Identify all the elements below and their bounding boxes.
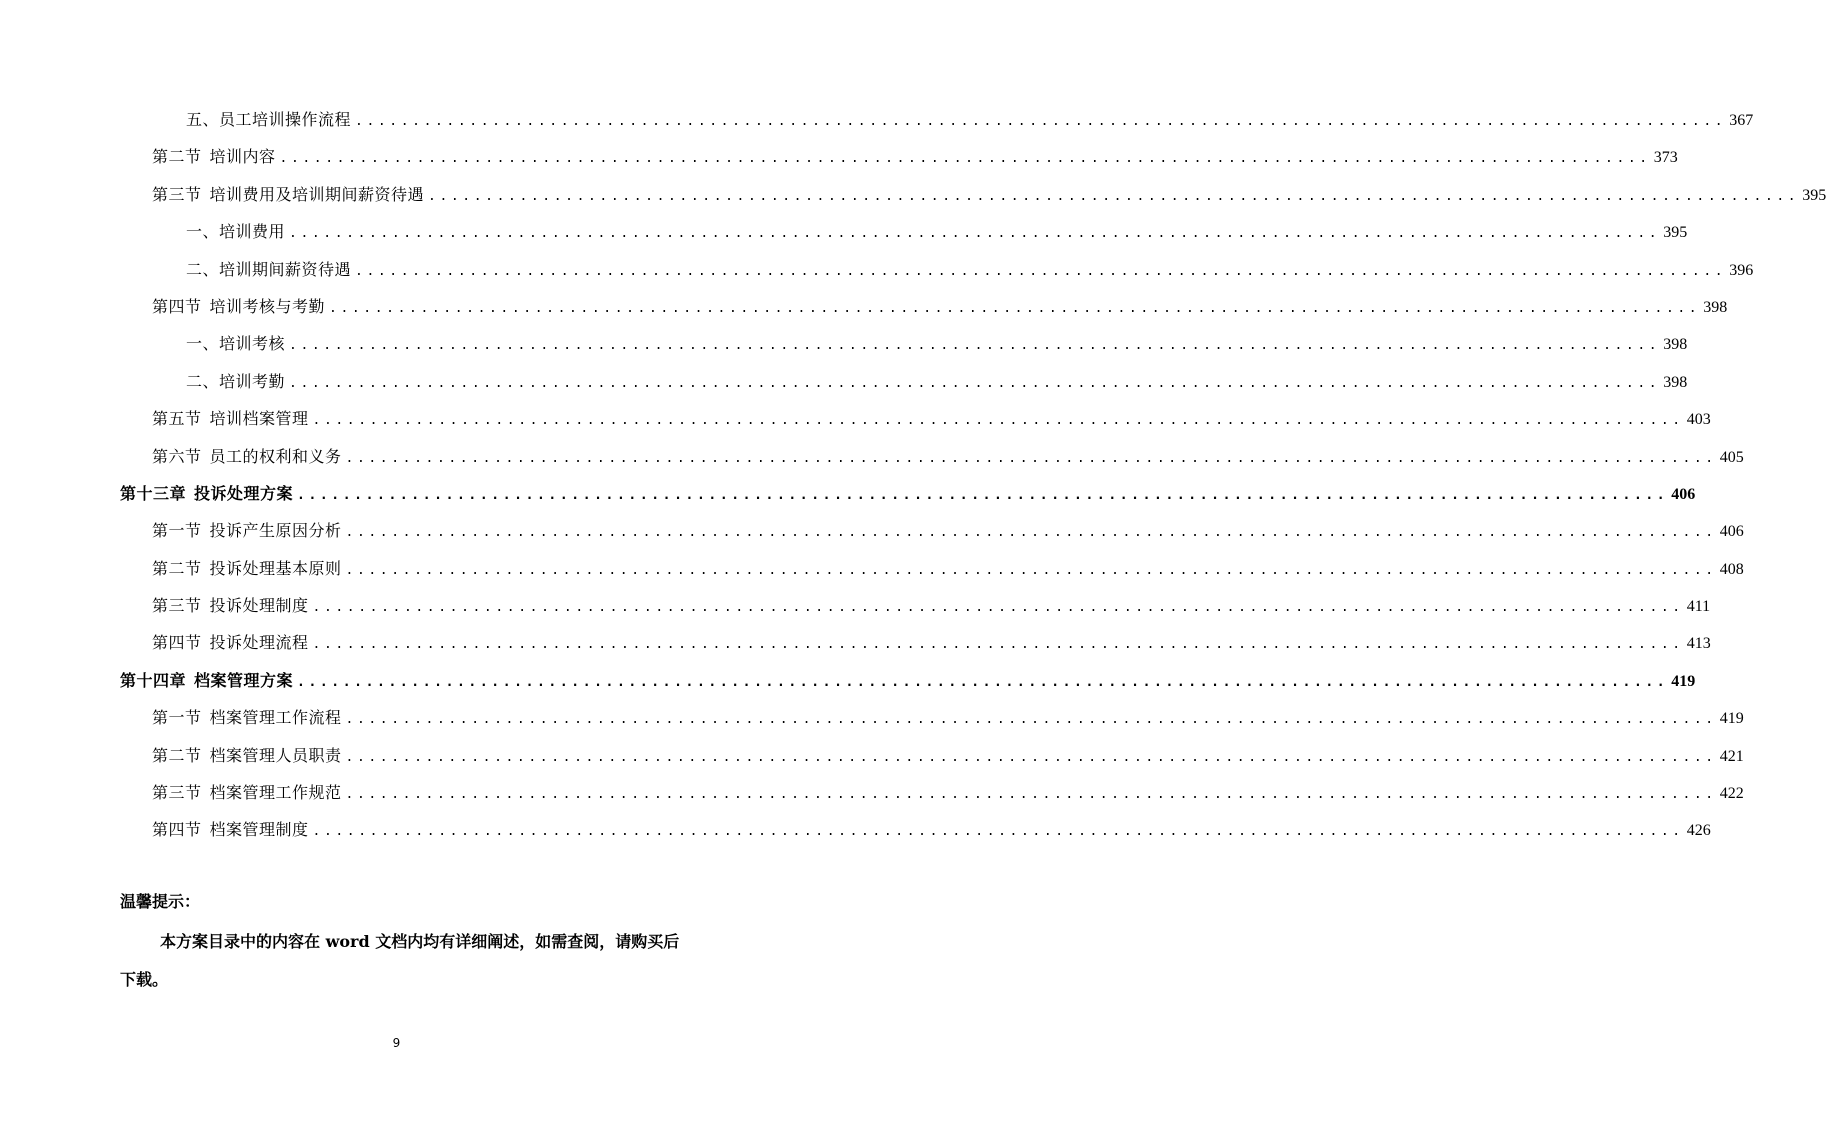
toc-page-number: 413 [1686, 635, 1711, 653]
toc-page-number: 395 [1802, 186, 1826, 204]
toc-entry-prefix: 第二节 [152, 147, 202, 167]
tip-body: 本方案目录中的内容在 word 文档内均有详细阐述，如需查阅，请购买后下载。 [120, 932, 680, 989]
toc-dot-leader: ........................................................................................................................ [297, 487, 1669, 503]
toc-entry-text: 投诉产生原因分析 [209, 521, 342, 541]
toc-dot-leader: ........................................................................................................................ [289, 375, 1661, 391]
toc-entry-title [152, 138, 276, 175]
toc-dot-leader: ........................................................................................................................ [329, 300, 1701, 316]
toc-entry-section[interactable] [120, 512, 1744, 549]
toc-dot-leader: ........................................................................................................................ [345, 562, 1717, 578]
toc-dot-leader: ........................................................................................................................ [428, 188, 1800, 204]
toc-entry-title [152, 400, 309, 437]
toc-entry-text: 培训内容 [209, 147, 276, 167]
toc-entry-title [152, 811, 309, 848]
toc-entry-prefix: 第十三章 [120, 483, 187, 503]
tip-heading: 温馨提示： [120, 892, 201, 911]
page-number: 9 [392, 1036, 401, 1050]
toc-entry-section[interactable] [120, 400, 1711, 437]
toc-entry-prefix: 第四节 [152, 633, 202, 653]
toc-dot-leader: ........................................................................................................................ [345, 450, 1717, 466]
toc-entry-title [152, 438, 342, 475]
toc-entry-item[interactable] [120, 251, 1754, 288]
toc-entry-prefix: 第十四章 [120, 670, 187, 690]
toc-entry-title [186, 363, 285, 400]
toc-entry-section[interactable] [120, 176, 1826, 213]
toc-entry-prefix: 二、培训期间薪资待遇 [186, 259, 352, 279]
toc-entry-title [186, 325, 285, 362]
toc-entry-prefix: 第一节 [152, 708, 202, 728]
toc-entry-section[interactable] [120, 587, 1711, 624]
toc-entry-item[interactable] [120, 325, 1688, 362]
toc-page-number: 419 [1719, 710, 1744, 728]
toc-entry-title [186, 213, 285, 250]
toc-page-number: 426 [1686, 822, 1711, 840]
toc-page-number: 406 [1671, 485, 1696, 503]
toc-entry-section[interactable] [120, 550, 1744, 587]
toc-entry-title [186, 101, 351, 138]
toc-entry-section[interactable] [120, 699, 1744, 736]
toc-entry-prefix: 第二节 [152, 558, 202, 578]
toc-entry-text: 投诉处理流程 [209, 633, 309, 653]
toc-entry-section[interactable] [120, 288, 1728, 325]
toc-dot-leader: ........................................................................................................................ [297, 674, 1669, 690]
toc-entry-title [152, 512, 342, 549]
toc-entry-title [152, 176, 424, 213]
toc-entry-title [186, 251, 351, 288]
toc-entry-title [152, 587, 309, 624]
toc-entry-prefix: 二、培训考勤 [186, 371, 286, 391]
toc-entry-title [120, 662, 293, 699]
toc-dot-leader: ........................................................................................................................ [312, 637, 1684, 653]
toc-dot-leader: ........................................................................................................................ [289, 226, 1661, 242]
toc-entry-prefix: 第二节 [152, 745, 202, 765]
toc-entry-prefix: 五、员工培训操作流程 [186, 110, 352, 129]
toc-entry-prefix: 第四节 [152, 296, 202, 316]
toc-page-number: 403 [1686, 411, 1711, 429]
toc-entry-text: 投诉处理基本原则 [209, 558, 342, 578]
toc-dot-leader: ........................................................................................................................ [289, 338, 1661, 354]
toc-page-number: 398 [1703, 298, 1728, 316]
toc-entry-title [152, 774, 342, 811]
toc-entry-text: 档案管理人员职责 [209, 745, 342, 765]
toc-entry-title [152, 624, 309, 661]
toc-entry-text: 档案管理制度 [209, 820, 309, 840]
toc-entry-title [152, 550, 342, 587]
toc-page-number: 395 [1663, 224, 1688, 242]
toc-entry-text: 档案管理工作规范 [209, 783, 342, 803]
toc-entry-section[interactable] [120, 624, 1711, 661]
tip-note [120, 885, 680, 999]
toc-entry-prefix: 第三节 [152, 596, 202, 616]
toc-entry-chapter[interactable] [120, 475, 1696, 512]
toc-entry-item[interactable] [120, 101, 1754, 138]
toc-entry-title [120, 475, 293, 512]
toc-page-number: 367 [1729, 112, 1754, 129]
toc-entry-section[interactable] [120, 438, 1744, 475]
toc-entry-section[interactable] [120, 737, 1744, 774]
toc-entry-prefix: 一、培训费用 [186, 222, 286, 242]
toc-entry-text: 培训费用及培训期间薪资待遇 [209, 184, 425, 204]
toc-dot-leader: ........................................................................................................................ [355, 114, 1727, 129]
toc-page-number: 398 [1663, 336, 1688, 354]
toc-entry-text: 员工的权利和义务 [209, 446, 342, 466]
toc-entry-item[interactable] [120, 363, 1688, 400]
toc-entry-item[interactable] [120, 213, 1688, 250]
toc-page-number: 411 [1686, 598, 1711, 616]
toc-page-number: 406 [1719, 523, 1744, 541]
toc-page-number: 419 [1671, 672, 1696, 690]
toc-entry-chapter[interactable] [120, 662, 1696, 699]
toc-entry-prefix: 第三节 [152, 184, 202, 204]
toc-dot-leader: ........................................................................................................................ [312, 824, 1684, 840]
toc-entry-text: 培训档案管理 [209, 409, 309, 429]
toc-entry-text: 培训考核与考勤 [209, 296, 326, 316]
toc-entry-section[interactable] [120, 811, 1711, 848]
toc-entry-prefix: 一、培训考核 [186, 334, 286, 354]
toc-entry-prefix: 第一节 [152, 521, 202, 541]
toc-page-number: 422 [1719, 785, 1744, 803]
toc-entry-title [152, 737, 342, 774]
toc-page-number: 373 [1653, 149, 1678, 167]
toc-dot-leader: ........................................................................................................................ [279, 151, 1651, 167]
toc-dot-leader: ........................................................................................................................ [355, 263, 1727, 279]
toc-dot-leader: ........................................................................................................................ [345, 787, 1717, 803]
toc-entry-title [152, 699, 342, 736]
toc-entry-prefix: 第四节 [152, 820, 202, 840]
toc-entry-section[interactable] [120, 774, 1744, 811]
toc-page-number: 398 [1663, 373, 1688, 391]
toc-entry-text: 档案管理工作流程 [209, 708, 342, 728]
toc-entry-text: 投诉处理制度 [209, 596, 309, 616]
toc-dot-leader: ........................................................................................................................ [312, 600, 1684, 616]
toc-page-number: 408 [1719, 560, 1744, 578]
toc-entry-prefix: 第三节 [152, 783, 202, 803]
toc-entry-section[interactable] [120, 138, 1678, 175]
toc-dot-leader: ........................................................................................................................ [345, 749, 1717, 765]
toc-entry-text: 档案管理方案 [194, 670, 294, 690]
toc-entry-title [152, 288, 325, 325]
toc-page-number: 421 [1719, 747, 1744, 765]
toc-page-number: 405 [1719, 448, 1744, 466]
toc-entry-prefix: 第五节 [152, 409, 202, 429]
toc-dot-leader: ........................................................................................................................ [345, 712, 1717, 728]
table-of-contents [120, 101, 1826, 849]
toc-page-number: 396 [1729, 261, 1754, 279]
toc-entry-text: 投诉处理方案 [194, 483, 294, 503]
toc-dot-leader: ........................................................................................................................ [312, 413, 1684, 429]
toc-entry-prefix: 第六节 [152, 446, 202, 466]
toc-dot-leader: ........................................................................................................................ [345, 525, 1717, 541]
